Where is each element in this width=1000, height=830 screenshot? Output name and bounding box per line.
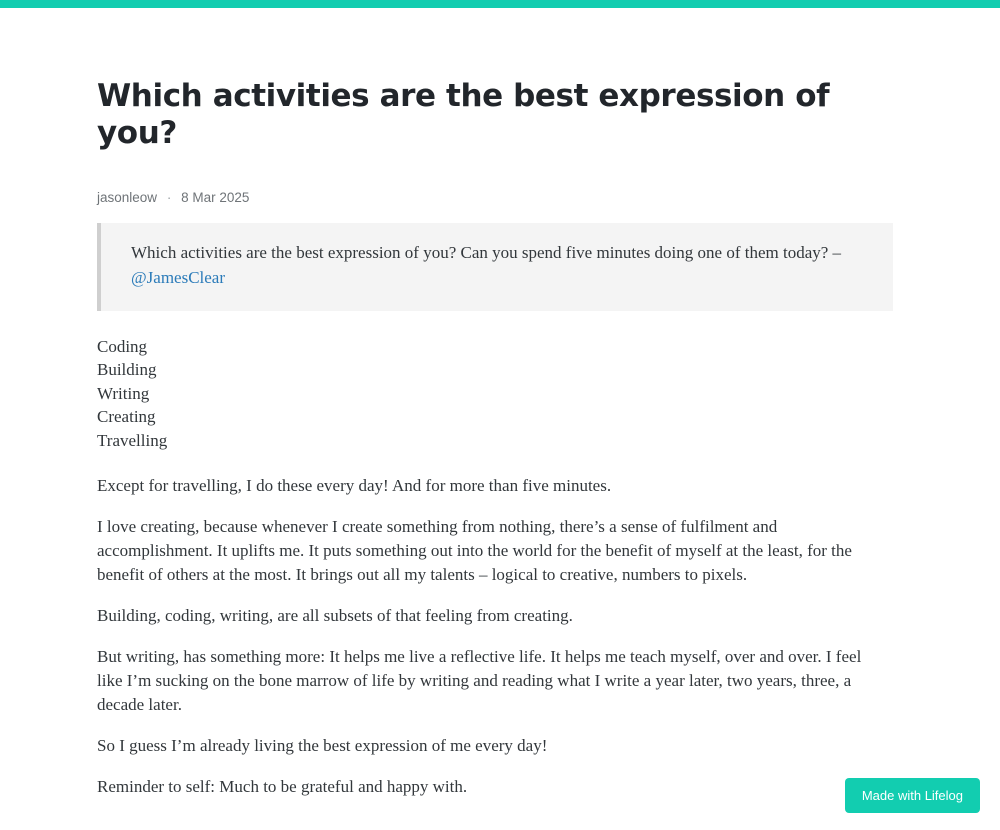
page-title: Which activities are the best expression of you? (97, 78, 830, 152)
body-paragraph: Reminder to self: Much to be grateful and happy with. (97, 777, 468, 797)
quote-body: Which activities are the best expression of you? Can you spend five minutes doing one of them today? – (131, 243, 842, 263)
made-with-lifelog-badge[interactable]: Made with Lifelog (845, 778, 980, 813)
list-item: Creating (97, 407, 156, 427)
article-container (0, 78, 1000, 799)
quote-author-link[interactable]: @JamesClear (131, 268, 226, 288)
list-item: Writing (97, 383, 150, 403)
quote-text (131, 241, 867, 290)
body-paragraph: Except for travelling, I do these every day! And for more than five minutes. (97, 476, 612, 496)
body-paragraph: But writing, has something more: It helps me live a reflective life. It helps me teach myself, over and over. I feel like I’m sucking on the bone marrow of life by writing and reading what I write a year later, two years, three, a decade later. (97, 647, 862, 715)
list-item: Travelling (97, 430, 168, 450)
meta-separator: · (166, 190, 172, 206)
list-item: Coding (97, 336, 148, 356)
accent-top-bar (0, 0, 1000, 8)
author-name[interactable]: jasonleow (97, 190, 158, 206)
post-date: 8 Mar 2025 (181, 190, 250, 206)
list-item: Building (97, 360, 157, 380)
activities-list (97, 335, 903, 453)
pull-quote (97, 223, 893, 310)
post-meta (97, 190, 903, 205)
body-paragraph: Building, coding, writing, are all subsets of that feeling from creating. (97, 606, 573, 626)
body-paragraph: So I guess I’m already living the best expression of me every day! (97, 736, 548, 756)
body-paragraph: I love creating, because whenever I create something from nothing, there’s a sense of fulfilment and accomplishment. It uplifts me. It puts something out into the world for the benefit of myself at the least, for the benefit of others at the most. It brings out all my talents – logical to creative, numbers to pixels. (97, 517, 852, 585)
